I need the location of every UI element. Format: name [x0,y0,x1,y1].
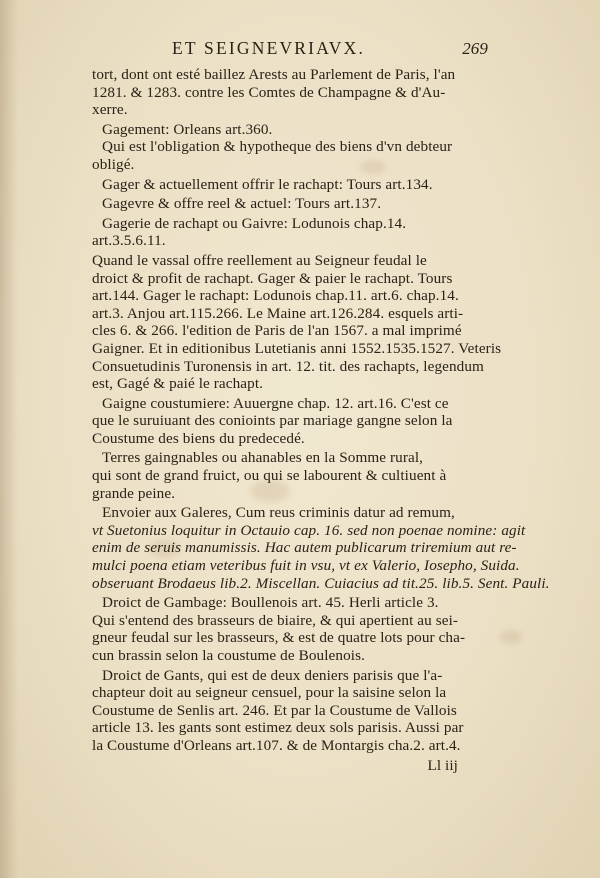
text-line: Terres gaingnables ou ahanables en la Somme rural, [102,449,424,467]
text-line: 1281. & 1283. contre les Comtes de Champagne & d'Au- [92,83,446,101]
text-line: Quand le vassal offre reellement au Seigneur feudal le [92,251,427,269]
entry-gager [92,176,488,194]
text-line: article 13. les gants sont estimez deux sols parisis. Aussi par [92,719,464,737]
page-number: 269 [462,39,488,58]
text-line: cles 6. & 266. l'edition de Paris de l'an 1567. a mal imprimé [92,322,462,340]
text-line: qui sont de grand fruict, ou qui se labourent & cultiuent à [92,467,447,485]
entry-gants [92,667,488,755]
text-line: Gaigne coustumiere: Auuergne chap. 12. art.16. C'est ce [102,394,449,412]
text-line: Coustume des biens du predecedé. [92,429,305,447]
entry-gagerie [92,215,488,250]
text-line: xerre. [92,101,128,119]
entry-envoier [92,504,550,592]
entry-quand [92,251,502,393]
text-line: Coustume de Senlis art. 246. Et par la Coustume de Vallois [92,701,457,719]
text-line: grande peine. [92,484,176,502]
text-line: vt Suetonius loquitur in Octauio cap. 16. sed non poenae nomine: agit [92,521,526,539]
text-line: cun brassin selon la coustume de Boulenois. [92,647,365,664]
text-line: chapteur doit au seigneur censuel, pour la saisine selon la [92,684,447,702]
entry-gageure [92,195,488,213]
text-line: tort, dont ont esté baillez Arests au Parlement de Paris, l'an [92,66,456,83]
text-line: Qui s'entend des brasseurs de biaire, & qui apertient au sei- [92,611,459,629]
text-line: la Coustume d'Orleans art.107. & de Montargis cha.2. art.4. [92,736,461,754]
text-line: obseruant Brodaeus lib.2. Miscellan. Cuiacius ad tit.25. lib.5. Sent. Pauli. [92,574,550,592]
running-head [92,40,488,66]
text-line: gneur feudal sur les brasseurs, & est de quatre lots pour cha- [92,629,466,647]
text-line: Consuetudinis Turonensis in art. 12. tit. des rachapts, legendum [92,357,484,375]
text-line: Gagement: Orleans art.360. [102,120,273,138]
text-line: Droict de Gambage: Boullenois art. 45. Herli article 3. [102,594,439,612]
stain [500,630,522,644]
text-line: Qui est l'obligation & hypotheque des biens d'vn debteur [102,138,453,156]
page-title: ET SEIGNEVRIAVX. [172,38,366,58]
text-line: mulci poena etiam veteribus fuit in vsu, vt ex Valerio, Iosepho, Suida. [92,557,520,575]
entry-gambage [92,594,488,664]
entry-gaigne [92,395,488,448]
entry-gagement [92,121,488,174]
signature-mark: Ll iij [427,756,458,774]
text-line: Envoier aux Galeres, Cum reus criminis datur ad remum, [102,504,455,522]
text-line: que le suruiuant des conioints par mariage gangne selon la [92,412,453,430]
text-line: obligé. [92,155,135,173]
page-text [92,38,550,774]
text-line: Droict de Gants, qui est de deux deniers parisis que l'a- [102,666,443,684]
text-line: droict & profit de rachapt. Gager & paier le rachapt. Tours [92,269,453,287]
entry-tort [92,66,488,119]
text-line: est, Gagé & paié le rachapt. [92,375,264,393]
text-line: Gagerie de rachapt ou Gaivre: Lodunois chap.14. [102,214,407,232]
text-line: art.144. Gager le rachapt: Lodunois chap.11. art.6. chap.14. [92,287,459,305]
text-line: enim de seruis manumissis. Hac autem publicarum triremium aut re- [92,539,517,557]
text-line: art.3. Anjou art.115.266. Le Maine art.126.284. esquels arti- [92,304,464,322]
entry-terres [92,449,488,502]
text-line: Gager & actuellement offrir le rachapt: Tours art.134. [102,175,433,193]
text-line: Gagevre & offre reel & actuel: Tours art.137. [102,195,382,213]
text-line: art.3.5.6.11. [92,232,166,250]
gutter-shadow [0,0,18,878]
text-line: Gaigner. Et in editionibus Lutetianis anni 1552.1535.1527. Veteris [92,339,502,357]
